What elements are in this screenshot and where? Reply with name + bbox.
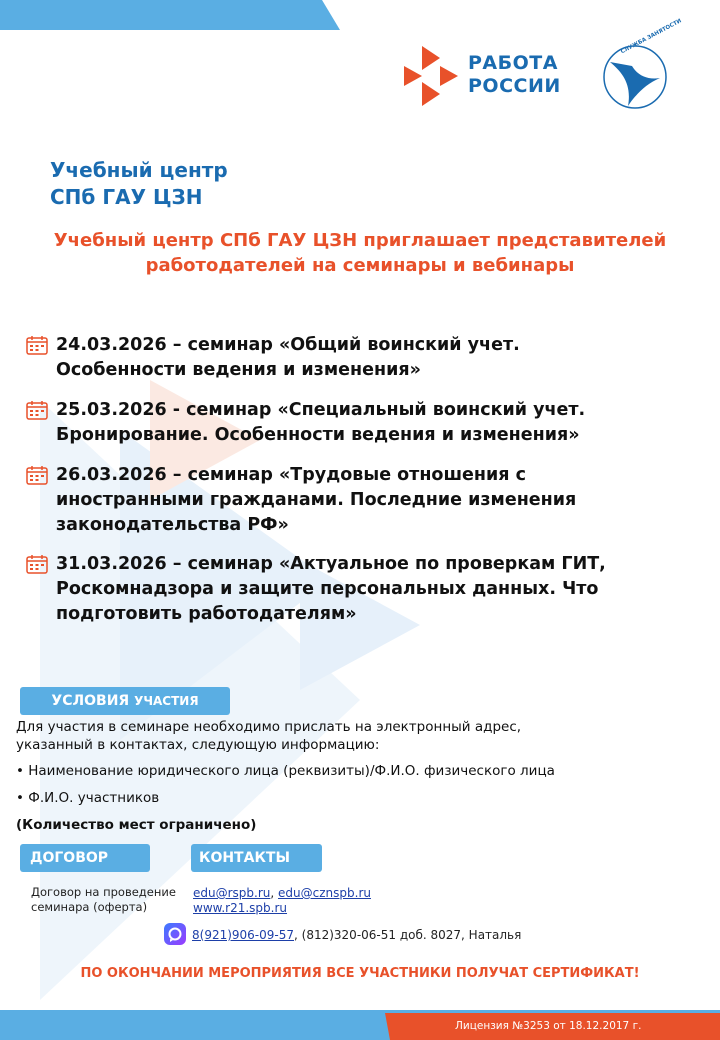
- sluzhba-text: СЛУЖБА ЗАНЯТОСТИ: [620, 18, 683, 56]
- rabota-line2: РОССИИ: [468, 75, 561, 97]
- contract-line2: семинара (оферта): [31, 900, 148, 914]
- contacts-emails: [193, 886, 371, 901]
- certificate-note: ПО ОКОНЧАНИИ МЕРОПРИЯТИЯ ВСЕ УЧАСТНИКИ ПОЛУЧАТ СЕРТИФИКАТ!: [80, 966, 640, 981]
- event-item: [26, 398, 686, 448]
- title-line2: СПб ГАУ ЦЗН: [50, 185, 203, 209]
- contacts-pill: [191, 844, 322, 872]
- contacts-site: [193, 901, 287, 916]
- contract-line1: Договор на проведение: [31, 885, 176, 899]
- conditions-intro-line2: указанный в контактах, следующую информацию:: [16, 737, 380, 753]
- sluzhba-zanyatosti-logo: [602, 18, 683, 110]
- contacts-pill-label: КОНТАКТЫ: [199, 850, 290, 866]
- event-line: Бронирование. Особенности ведения и изменения»: [56, 425, 580, 445]
- event-item: [26, 463, 686, 538]
- phone-link[interactable]: 8(921)906-09-57: [192, 928, 295, 942]
- conditions-bullet-2: • Ф.И.О. участников: [16, 790, 160, 806]
- invitation-line2: работодателей на семинары и вебинары: [145, 255, 575, 276]
- rabota-rossii-arrows-icon: [400, 44, 458, 108]
- title-line1: Учебный центр: [50, 158, 228, 182]
- limited-seats-note: (Количество мест ограничено): [16, 817, 257, 833]
- event-line: 25.03.2026 - семинар «Специальный воинский учет.: [56, 400, 586, 420]
- contract-pill-label: ДОГОВОР: [30, 850, 109, 866]
- conditions-pill-part1: УСЛОВИЯ: [51, 693, 130, 709]
- conditions-pill: [20, 687, 230, 715]
- event-line: Роскомнадзора и защите персональных данных. Что: [56, 579, 599, 599]
- event-line: 26.03.2026 – семинар «Трудовые отношения с: [56, 465, 526, 485]
- calendar-icon: [26, 400, 48, 420]
- calendar-icon: [26, 554, 48, 574]
- event-line: 24.03.2026 – семинар «Общий воинский учет.: [56, 335, 520, 355]
- rabota-rossii-logo: [400, 44, 570, 108]
- email-separator: ,: [270, 886, 279, 900]
- email-link-1[interactable]: edu@rspb.ru: [193, 886, 271, 900]
- rabota-line1: РАБОТА: [468, 52, 558, 74]
- event-item: [26, 333, 686, 383]
- event-line: иностранными гражданами. Последние изменения: [56, 490, 577, 510]
- calendar-icon: [26, 335, 48, 355]
- contacts-phone: [192, 928, 521, 943]
- page-title: [50, 157, 228, 211]
- event-line: 31.03.2026 – семинар «Актуальное по проверкам ГИТ,: [56, 554, 606, 574]
- contract-offer-text[interactable]: [31, 885, 176, 915]
- sluzhba-emblem-icon: [602, 44, 668, 110]
- invitation-text: [0, 228, 720, 278]
- conditions-intro-line1: Для участия в семинаре необходимо прислать на электронный адрес,: [16, 719, 522, 735]
- event-item: [26, 552, 686, 627]
- event-line: законодательства РФ»: [56, 515, 289, 535]
- event-line: Особенности ведения и изменения»: [56, 360, 421, 380]
- phone-rest: , (812)320-06-51 доб. 8027, Наталья: [294, 928, 522, 942]
- contract-pill: [20, 844, 150, 872]
- license-text: Лицензия №3253 от 18.12.2017 г.: [455, 1020, 642, 1032]
- invitation-line1: Учебный центр СПб ГАУ ЦЗН приглашает представителей: [53, 230, 667, 251]
- event-line: подготовить работодателям»: [56, 604, 357, 624]
- site-link[interactable]: www.r21.spb.ru: [193, 901, 288, 915]
- conditions-bullet-1: • Наименование юридического лица (реквизиты)/Ф.И.О. физического лица: [16, 763, 555, 779]
- conditions-intro: [16, 718, 696, 754]
- email-link-2[interactable]: edu@cznspb.ru: [278, 886, 371, 900]
- max-messenger-icon[interactable]: [164, 923, 186, 945]
- conditions-pill-part2: УЧАСТИЯ: [134, 694, 199, 708]
- calendar-icon: [26, 465, 48, 485]
